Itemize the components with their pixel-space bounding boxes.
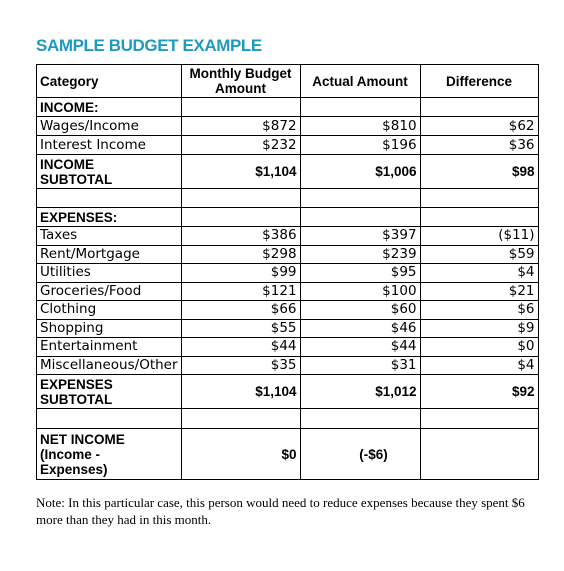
net-income-line2: (Income - <box>40 446 101 462</box>
row-category: Rent/Mortgage <box>37 245 182 264</box>
row-actual: $95 <box>300 264 420 283</box>
table-row <box>37 282 539 301</box>
income-subtotal-line2: SUBTOTAL <box>40 171 113 187</box>
net-income-label <box>37 429 182 480</box>
row-difference: ($11) <box>420 227 538 246</box>
row-budget: $298 <box>181 245 300 264</box>
row-actual: $397 <box>300 227 420 246</box>
net-income-actual: (-$6) <box>300 429 420 480</box>
spacer-row <box>37 409 539 429</box>
table-row <box>37 245 539 264</box>
expenses-subtotal-line2: SUBTOTAL <box>40 391 113 407</box>
net-income-budget: $0 <box>181 429 300 480</box>
income-subtotal-line1: INCOME <box>40 156 94 172</box>
row-actual: $44 <box>300 338 420 357</box>
row-difference: $9 <box>420 319 538 338</box>
header-category: Category <box>37 65 182 98</box>
expenses-section-row <box>37 208 539 227</box>
table-row <box>37 136 539 155</box>
row-budget: $872 <box>181 117 300 136</box>
row-actual: $60 <box>300 301 420 320</box>
income-section-label: INCOME: <box>37 98 182 117</box>
row-category: Utilities <box>37 264 182 283</box>
table-row <box>37 338 539 357</box>
budget-table <box>36 64 539 480</box>
row-category: Miscellaneous/Other <box>37 356 182 375</box>
net-income-line3: Expenses) <box>40 461 108 477</box>
row-difference: $4 <box>420 264 538 283</box>
row-category: Wages/Income <box>37 117 182 136</box>
table-row <box>37 301 539 320</box>
row-difference: $36 <box>420 136 538 155</box>
row-category: Entertainment <box>37 338 182 357</box>
spacer-row <box>37 189 539 208</box>
row-difference: $4 <box>420 356 538 375</box>
row-category: Taxes <box>37 227 182 246</box>
page-title: SAMPLE BUDGET EXAMPLE <box>36 36 262 55</box>
income-subtotal-label <box>37 155 182 189</box>
header-budget-line2: Amount <box>215 81 267 96</box>
row-actual: $31 <box>300 356 420 375</box>
income-subtotal-actual: $1,006 <box>300 155 420 189</box>
row-actual: $196 <box>300 136 420 155</box>
net-income-line1: NET INCOME <box>40 431 125 447</box>
row-actual: $810 <box>300 117 420 136</box>
row-budget: $386 <box>181 227 300 246</box>
table-row <box>37 264 539 283</box>
row-actual: $46 <box>300 319 420 338</box>
row-category: Clothing <box>37 301 182 320</box>
header-difference: Difference <box>420 65 538 98</box>
row-actual: $239 <box>300 245 420 264</box>
row-difference: $0 <box>420 338 538 357</box>
income-subtotal-difference: $98 <box>420 155 538 189</box>
table-row <box>37 356 539 375</box>
row-budget: $44 <box>181 338 300 357</box>
expenses-subtotal-difference: $92 <box>420 375 538 409</box>
expenses-section-label: EXPENSES: <box>37 208 182 227</box>
header-budget-line1: Monthly Budget <box>189 66 292 81</box>
income-section-row <box>37 98 539 117</box>
expenses-subtotal-row <box>37 375 539 409</box>
footnote: Note: In this particular case, this person would need to reduce expenses because they spent $6 more than they had in this month. <box>36 495 525 527</box>
row-difference: $21 <box>420 282 538 301</box>
income-subtotal-budget: $1,104 <box>181 155 300 189</box>
row-budget: $55 <box>181 319 300 338</box>
row-difference: $6 <box>420 301 538 320</box>
header-actual-amount: Actual Amount <box>300 65 420 98</box>
row-budget: $35 <box>181 356 300 375</box>
row-budget: $232 <box>181 136 300 155</box>
row-difference: $62 <box>420 117 538 136</box>
expenses-subtotal-label <box>37 375 182 409</box>
table-row <box>37 319 539 338</box>
expenses-subtotal-budget: $1,104 <box>181 375 300 409</box>
header-monthly-budget <box>181 65 300 98</box>
row-budget: $99 <box>181 264 300 283</box>
row-actual: $100 <box>300 282 420 301</box>
header-row <box>37 65 539 98</box>
row-category: Interest Income <box>37 136 182 155</box>
expenses-subtotal-actual: $1,012 <box>300 375 420 409</box>
row-category: Groceries/Food <box>37 282 182 301</box>
row-budget: $121 <box>181 282 300 301</box>
table-row <box>37 117 539 136</box>
expenses-subtotal-line1: EXPENSES <box>40 376 113 392</box>
table-row <box>37 227 539 246</box>
net-income-row <box>37 429 539 480</box>
income-subtotal-row <box>37 155 539 189</box>
row-category: Shopping <box>37 319 182 338</box>
row-budget: $66 <box>181 301 300 320</box>
net-income-difference <box>420 429 538 480</box>
row-difference: $59 <box>420 245 538 264</box>
